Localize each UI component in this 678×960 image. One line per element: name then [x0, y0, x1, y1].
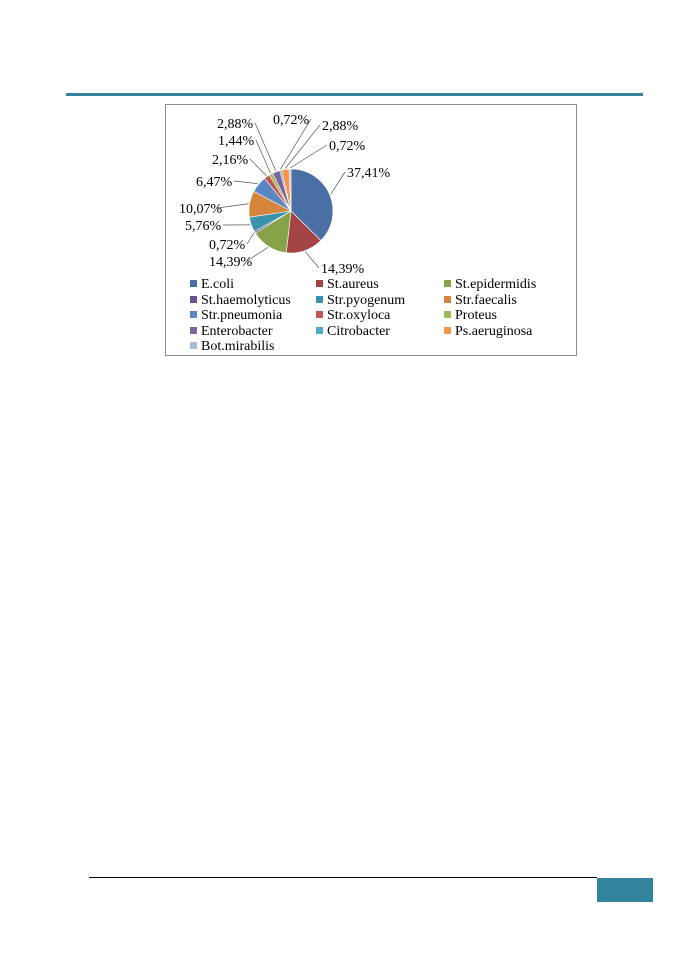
legend-label: Bot.mirabilis: [201, 339, 275, 354]
legend-item: [190, 277, 234, 293]
leader-line: [256, 140, 270, 173]
data-label: 2,88%: [217, 117, 254, 132]
legend-swatch: [316, 280, 323, 287]
leader-line: [285, 125, 320, 168]
legend-item: [444, 324, 532, 340]
legend-label: Citrobacter: [327, 323, 390, 339]
legend-label: Ps.aeruginosa: [455, 323, 533, 339]
legend-swatch: [444, 296, 451, 303]
legend-item: [190, 293, 291, 309]
legend-label: Str.pyogenum: [327, 292, 406, 308]
legend-item: [190, 324, 273, 340]
legend-label: Str.oxyloca: [327, 308, 391, 323]
data-label: 1,44%: [218, 134, 255, 149]
chart-frame: [165, 104, 577, 356]
legend-swatch: [190, 280, 197, 287]
data-label: 6,47%: [196, 175, 233, 190]
legend-swatch: [444, 311, 451, 318]
footer-rule: [89, 877, 597, 878]
legend-swatch: [444, 280, 451, 287]
legend-label: Enterobacter: [201, 323, 273, 339]
legend-item: [316, 308, 390, 324]
leader-line: [250, 159, 266, 176]
legend-label: St.epidermidis: [455, 277, 537, 292]
leader-line: [247, 233, 254, 244]
legend-swatch: [444, 327, 451, 334]
leader-line: [255, 123, 276, 171]
page-number-tab: [597, 878, 653, 902]
data-label: 10,07%: [179, 202, 223, 217]
legend-item: [190, 308, 282, 324]
leader-line: [331, 172, 345, 194]
legend-swatch: [316, 296, 323, 303]
legend-item: [444, 277, 536, 293]
legend-swatch: [190, 327, 197, 334]
data-label: 37,41%: [347, 166, 391, 181]
legend-item: [444, 308, 497, 324]
data-label: 14,39%: [321, 262, 365, 277]
legend-label: St.aureus: [327, 277, 379, 292]
data-label: 0,72%: [329, 139, 366, 154]
data-label: 2,88%: [322, 119, 359, 134]
leader-line: [305, 252, 319, 268]
legend-label: Proteus: [455, 308, 497, 323]
legend-item: [316, 277, 379, 293]
header-rule: [66, 93, 643, 96]
legend-label: E.coli: [201, 277, 235, 292]
leader-line: [290, 145, 327, 168]
legend-label: St.haemolyticus: [201, 292, 291, 308]
legend-swatch: [316, 327, 323, 334]
legend-swatch: [316, 311, 323, 318]
legend-swatch: [190, 342, 197, 349]
legend-swatch: [190, 296, 197, 303]
data-label: 14,39%: [209, 255, 253, 270]
data-label: 0,72%: [273, 113, 310, 128]
data-label: 0,72%: [209, 238, 246, 253]
data-label: 5,76%: [185, 219, 222, 234]
legend-swatch: [190, 311, 197, 318]
leader-line: [234, 181, 258, 184]
legend-label: Str.faecalis: [455, 292, 517, 308]
legend-item: [316, 324, 390, 340]
legend-label: Str.pneumonia: [201, 308, 283, 323]
legend-item: [190, 339, 275, 355]
legend-item: [444, 293, 517, 309]
legend-item: [316, 293, 405, 309]
data-label: 2,16%: [212, 153, 249, 168]
